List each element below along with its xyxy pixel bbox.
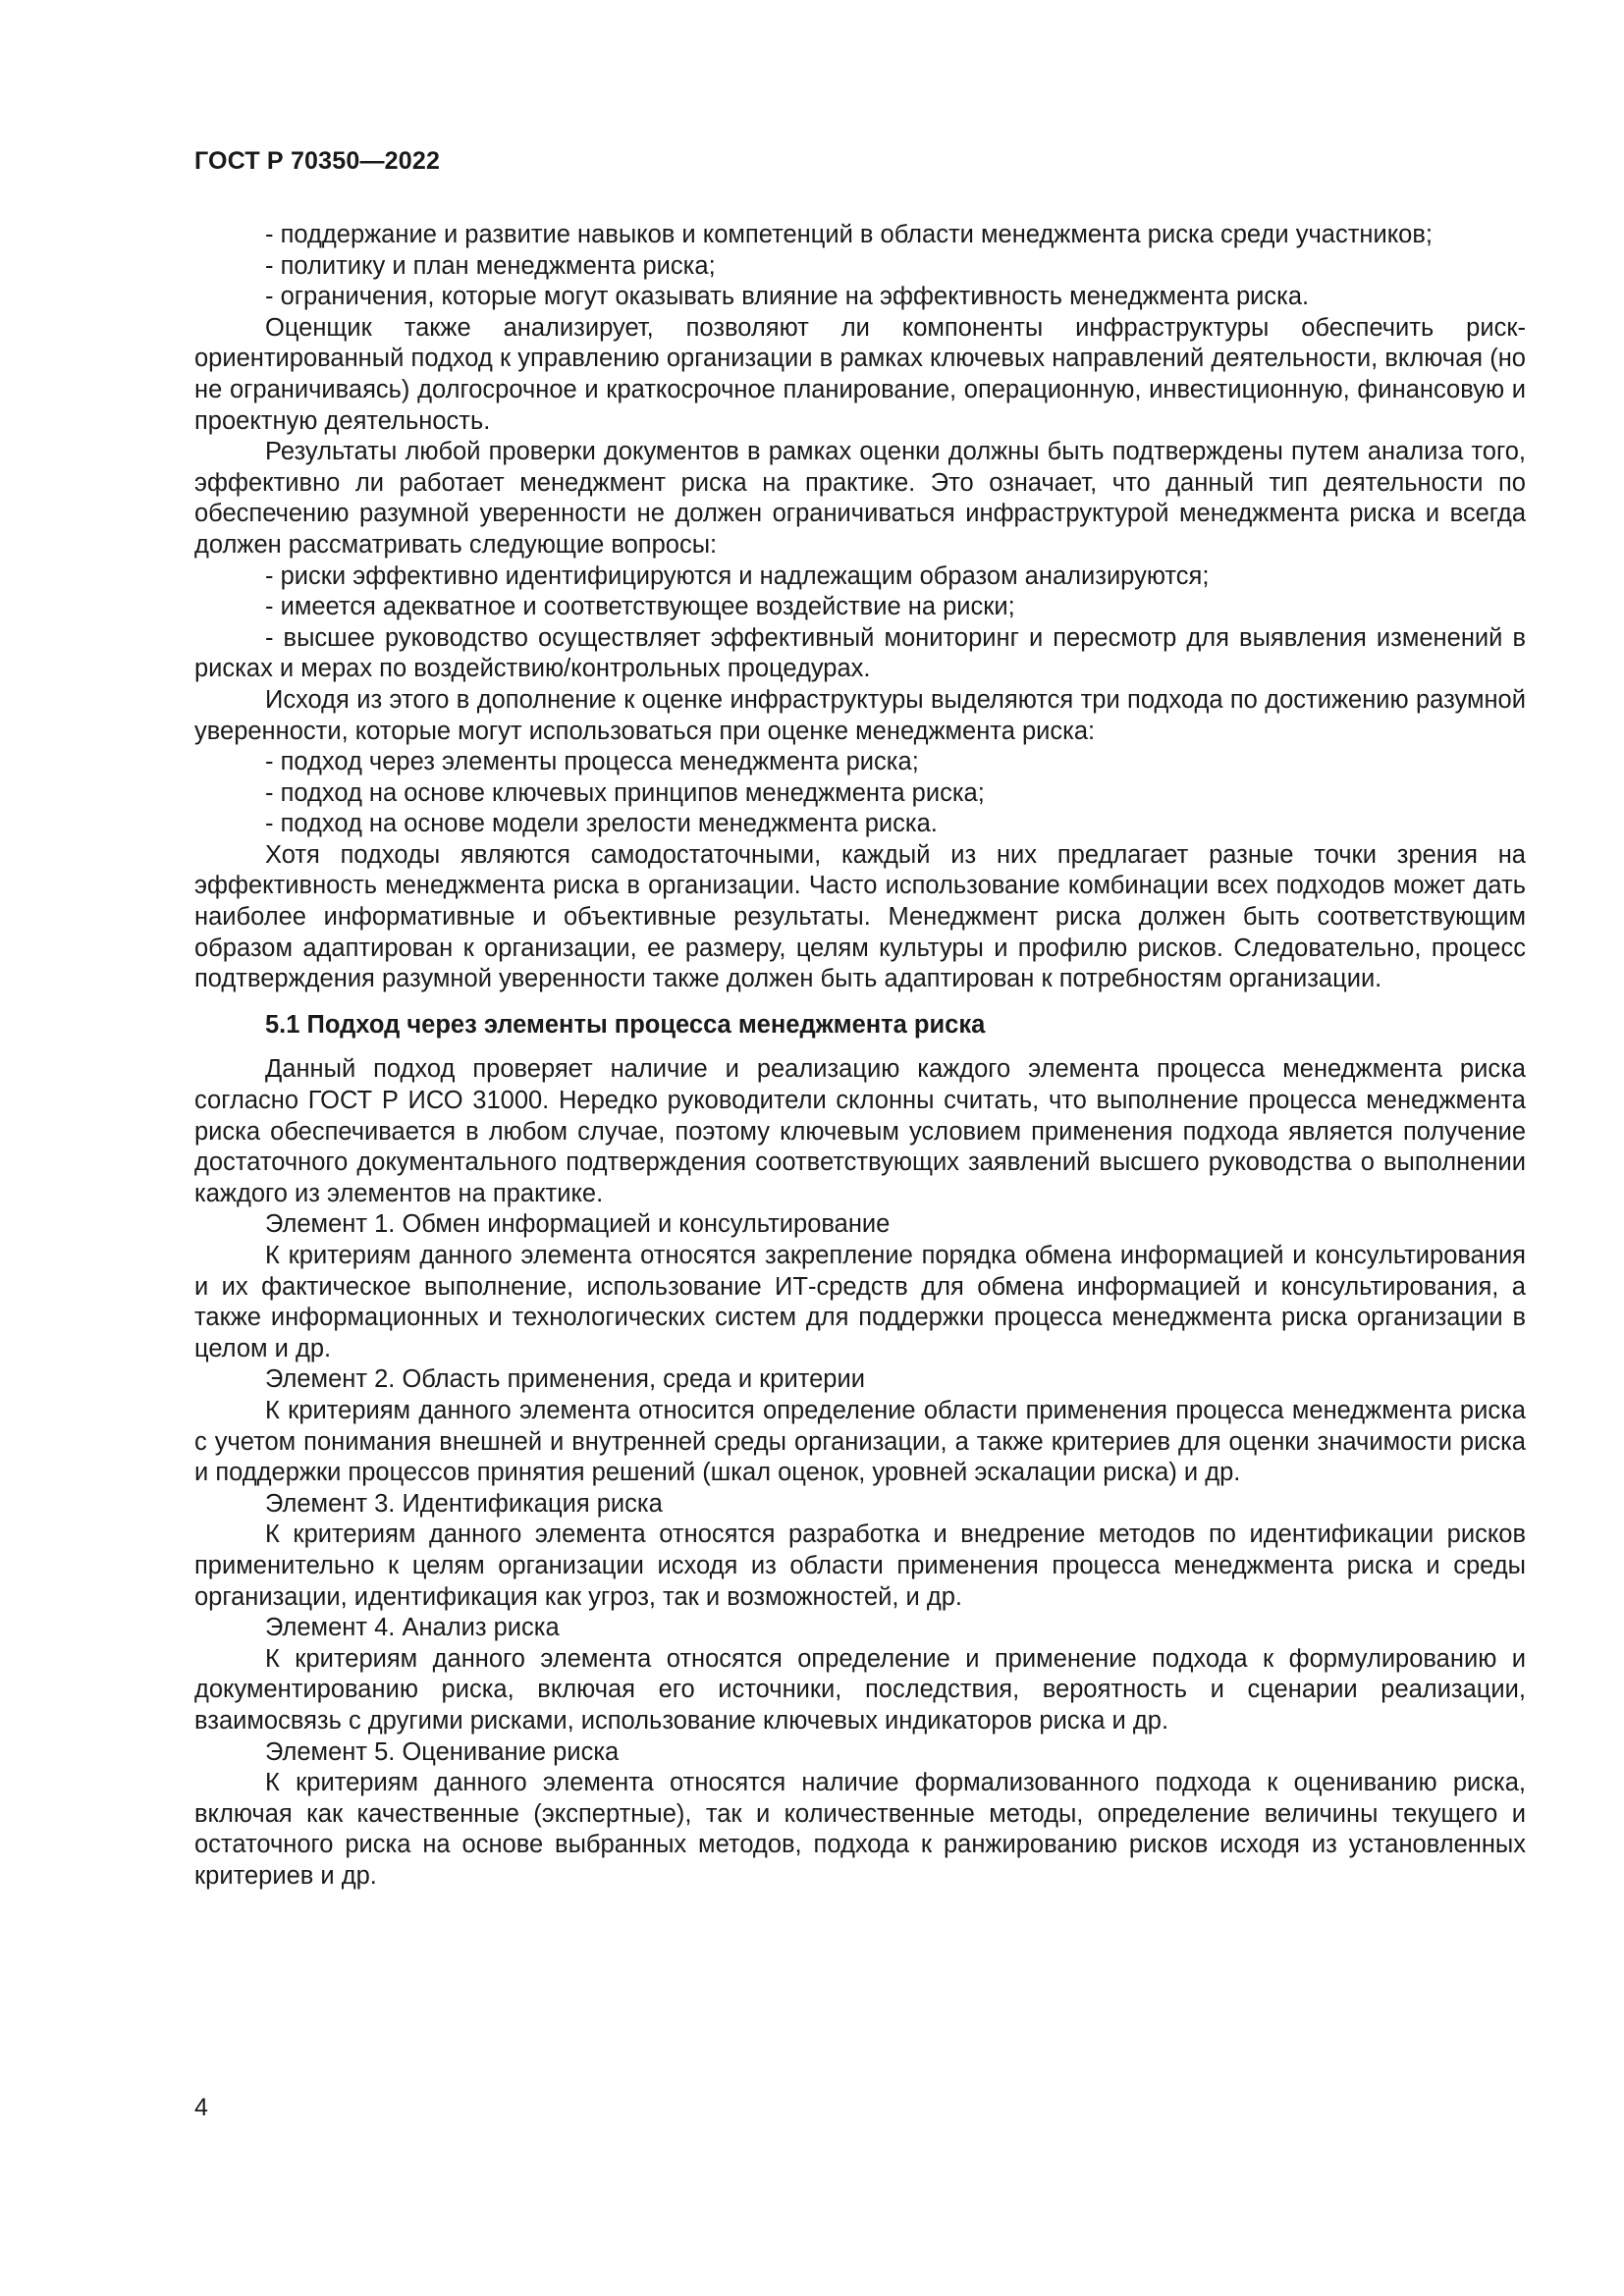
list-item: - подход на основе ключевых принципов менеджмента риска;: [265, 778, 985, 807]
paragraph: Данный подход проверяет наличие и реализацию каждого элемента процесса менеджмента риска согласно ГОСТ Р ИСО 31000. Нередко руководители склонны считать, что выполнение процесса менеджмента риска обеспечивается в любом случае, поэтому ключевым условием применения подхода является получение достаточного документального подтверждения соответствующих заявлений высшего руководства о выполнении каждого из элементов на практике.: [194, 1055, 1526, 1207]
body-section-intro: [194, 220, 1526, 995]
paragraph: Оценщик также анализирует, позволяют ли компоненты инфраструктуры обеспечить риск-ориентированный подход к управлению организации в рамках ключевых направлений деятельности, включая (но не ограничиваясь) долгосрочное и краткосрочное планирование, операционную, инвестиционную, финансовую и проектную деятельность.: [194, 313, 1526, 435]
paragraph: Элемент 4. Анализ риска: [265, 1614, 560, 1642]
list-item: - имеется адекватное и соответствующее воздействие на риски;: [265, 593, 1015, 621]
paragraph: Элемент 3. Идентификация риска: [265, 1489, 663, 1518]
document-body: [194, 220, 1526, 1892]
list-item: - подход на основе модели зрелости менеджмента риска.: [265, 810, 938, 838]
paragraph: Элемент 2. Область применения, среда и критерии: [265, 1365, 865, 1394]
list-item: - политику и план менеджмента риска;: [265, 251, 716, 280]
paragraph: К критериям данного элемента относится определение области применения процесса менеджмента риска с учетом понимания внешней и внутренней среды организации, а также критериев для оценки значимости риска и поддержки процессов принятия решений (шкал оценок, уровней эскалации риска) и др.: [194, 1396, 1526, 1487]
paragraph: К критериям данного элемента относятся закрепление порядка обмена информацией и консультирования и их фактическое выполнение, использование ИТ-средств для обмена информацией и консультирования, а также информационных и технологических систем для поддержки процесса менеджмента риска организации в целом и др.: [194, 1242, 1526, 1362]
paragraph: Элемент 1. Обмен информацией и консультирование: [265, 1210, 891, 1239]
list-item: - поддержание и развитие навыков и компетенций в области менеджмента риска среди участников;: [265, 221, 1433, 248]
list-item: - подход через элементы процесса менеджмента риска;: [265, 748, 919, 776]
paragraph: Результаты любой проверки документов в рамках оценки должны быть подтверждены путем анализа того, эффективно ли работает менеджмент риска на практике. Это означает, что данный тип деятельности по обеспечению разумной уверенности не должен ограничиваться инфраструктурой менеджмента риска и всегда должен рассматривать следующие вопросы:: [194, 438, 1526, 559]
section-heading: 5.1 Подход через элементы процесса менеджмента риска: [265, 1010, 986, 1039]
list-item: - высшее руководство осуществляет эффективный мониторинг и пересмотр для выявления изменений в рисках и мерах по воздействию/контрольных процедурах.: [194, 623, 1526, 683]
body-section-5-1: [194, 1054, 1526, 1892]
paragraph: К критериям данного элемента относятся разработка и внедрение методов по идентификации рисков применительно к целям организации исходя из области применения процесса менеджмента риска и среды организации, идентификация как угроз, так и возможностей, и др.: [194, 1521, 1526, 1611]
paragraph: Элемент 5. Оценивание риска: [265, 1737, 620, 1766]
document-header: ГОСТ Р 70350—2022: [194, 147, 441, 175]
paragraph: К критериям данного элемента относятся определение и применение подхода к формулированию и документированию риска, включая его источники, последствия, вероятность и сценарии реализации, взаимосвязь с другими рисками, использование ключевых индикаторов риска и др.: [194, 1644, 1526, 1735]
page-number: 4: [194, 2094, 208, 2121]
list-item: - риски эффективно идентифицируются и надлежащим образом анализируются;: [265, 561, 1210, 590]
paragraph: Хотя подходы являются самодостаточными, каждый из них предлагает разные точки зрения на эффективность менеджмента риска в организации. Часто использование комбинации всех подходов может дать наиболее информативные и объективные результаты. Менеджмент риска должен быть соответствующим образом адаптирован к организации, ее размеру, целям культуры и профилю рисков. Следовательно, процесс подтверждения разумной уверенности также должен быть адаптирован к потребностям организации.: [194, 840, 1526, 993]
list-item: - ограничения, которые могут оказывать влияние на эффективность менеджмента риска.: [265, 283, 1310, 311]
paragraph: Исходя из этого в дополнение к оценке инфраструктуры выделяются три подхода по достижению разумной уверенности, которые могут использоваться при оценке менеджмента риска:: [194, 685, 1526, 745]
paragraph: К критериям данного элемента относятся наличие формализованного подхода к оцениванию риска, включая как качественные (экспертные), так и количественные методы, определение величины текущего и остаточного риска на основе выбранных методов, подхода к ранжированию рисков исходя из установленных критериев и др.: [194, 1769, 1526, 1890]
